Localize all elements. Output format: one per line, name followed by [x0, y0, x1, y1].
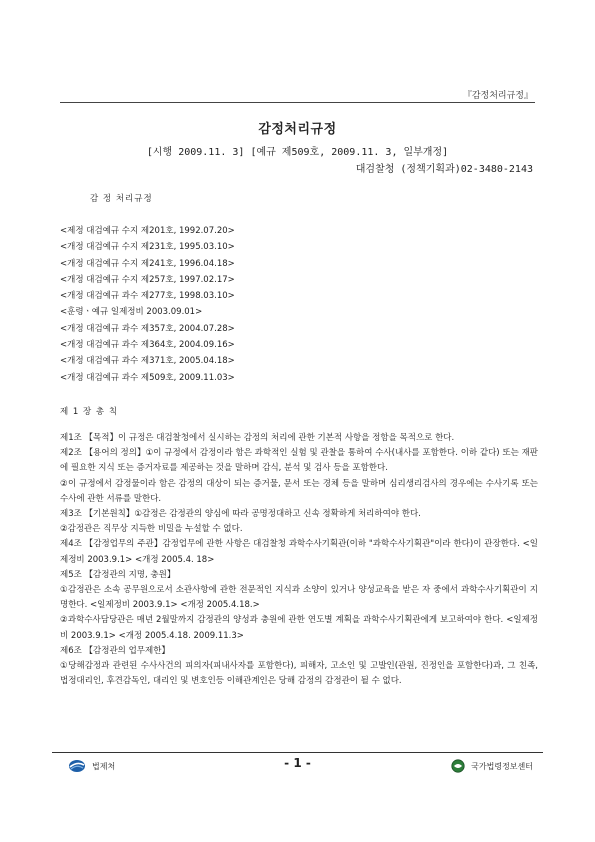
- history-item: <제정 대검예규 수지 제201호, 1992.07.20>: [60, 226, 235, 236]
- history-item: <개정 대검예규 과수 제509호, 2009.11.03>: [60, 372, 235, 383]
- article-paragraph: ①감정관은 소속 공무원으로서 소관사항에 관한 전문적인 지식과 소양이 있거나 양성교육을 받은 자 중에서 과학수사기획관이 지명한다. <일제정비 2003.9.1> <개정 2005.4.18.>: [60, 585, 538, 611]
- header-tag: 『감정처리규정』: [462, 91, 533, 101]
- page-number: - 1 -: [284, 756, 311, 770]
- article-paragraph: 제1조 【목적】이 규정은 대검찰청에서 실시하는 감정의 처리에 관한 기본적 사항을 정함을 목적으로 한다.: [60, 433, 455, 443]
- history-item: <개정 대검예규 과수 제364호, 2004.09.16>: [60, 340, 235, 351]
- article-paragraph: 제6조 【감정관의 업무제한】: [60, 645, 170, 656]
- regulation-body: [60, 431, 538, 689]
- law-center-logo-icon: [451, 759, 465, 773]
- footer-left-label: 법제처: [92, 761, 116, 771]
- history-item: <훈령ㆍ예규 일제정비 2003.09.01>: [60, 307, 203, 318]
- page-title: 감정처리규정: [258, 122, 337, 137]
- history-item: <개정 대검예규 수지 제231호, 1995.03.10>: [60, 242, 235, 253]
- article-paragraph: ②감정관은 직무상 지득한 비밀을 누설할 수 없다.: [60, 524, 243, 535]
- amendment-history: [60, 223, 235, 386]
- article-paragraph: 제2조 【용어의 정의】①이 규정에서 감정이라 함은 과학적인 실험 및 관찰을 통하여 수사(내사를 포함한다. 이하 같다) 또는 재판에 필요한 지식 또는 증거자료를 제공하는 것을 말하며 감식, 분석 및 검사 등을 포함한다.: [60, 448, 538, 474]
- history-item: <개정 대검예규 수지 제257호, 1997.02.17>: [60, 274, 235, 285]
- history-item: <개정 대검예규 수지 제241호, 1996.04.18>: [60, 258, 235, 269]
- article-paragraph: 제3조 【기본원칙】①감정은 감정관의 양심에 따라 공명정대하고 신속 정확하게 처리하여야 한다.: [60, 509, 421, 520]
- article-paragraph: 제5조 【감정관의 지명, 충원】: [60, 569, 176, 580]
- chapter-heading: 제 1 장 총 칙: [60, 407, 119, 417]
- contact-info: 대검찰청 (정책기획과)02-3480-2143: [355, 164, 533, 175]
- document-name: 감 정 처리규정: [90, 194, 153, 204]
- revision-info: [시행 2009.11. 3] [예규 제509호, 2009.11. 3, 일부개정]: [146, 147, 449, 158]
- history-item: <개정 대검예규 과수 제357호, 2004.07.28>: [60, 323, 235, 334]
- footer-right: [451, 759, 533, 773]
- footer-divider: [52, 752, 543, 753]
- footer-right-label: 국가법령정보센터: [471, 761, 533, 771]
- history-item: <개정 대검예규 과수 제277호, 1998.03.10>: [60, 291, 235, 302]
- article-paragraph: 제4조 【감정업무의 주관】감정업무에 관한 사항은 대검찰청 과학수사기획관(이하 "과학수사기획관"이라 한다)이 관장한다. <일제정비 2003.9.1> <개정 2005.4. 18>: [60, 539, 538, 565]
- history-item: <개정 대검예규 과수 제371호, 2005.04.18>: [60, 356, 235, 367]
- header-divider: [60, 102, 535, 103]
- article-paragraph: ①당해감정과 관련된 수사사건의 피의자(피내사자를 포함한다), 피해자, 고소인 및 고발인(관원, 진정인을 포함한다)과, 그 친족, 법정대리인, 후견감독인, 대리인 및 변호인등 이해관계인은 당해 감정의 감정관이 될 수 없다.: [60, 661, 538, 687]
- article-paragraph: ②과학수사담당관은 매년 2월말까지 감정관의 양성과 충원에 관한 연도별 계획을 과학수사기획관에게 보고하여야 한다. <일제정비 2003.9.1> <개정 2005.4.18. 2009.11.3>: [60, 615, 538, 641]
- article-paragraph: ②이 규정에서 감정물이라 함은 감정의 대상이 되는 증거물, 문서 또는 경체 등을 말하며 심리생리검사의 경우에는 수사기록 또는 수사에 관한 서류를 말한다.: [60, 478, 538, 504]
